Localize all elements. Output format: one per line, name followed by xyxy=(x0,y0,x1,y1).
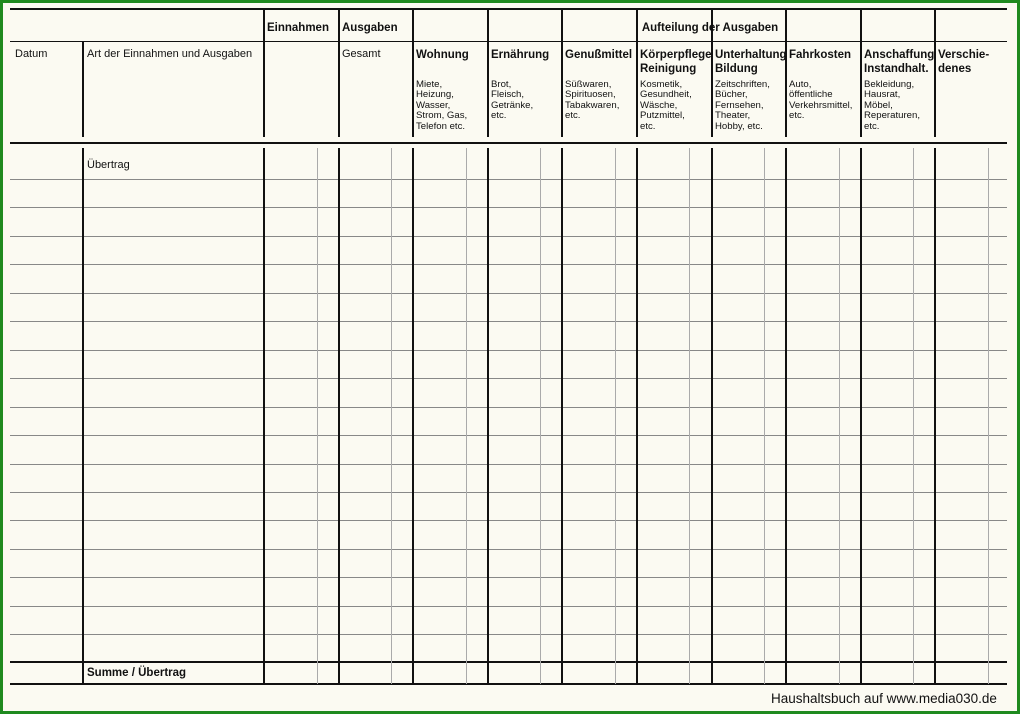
row-line xyxy=(10,464,1007,465)
row-line xyxy=(10,520,1007,521)
cent-divider xyxy=(839,148,840,684)
row-uebertrag: Übertrag xyxy=(87,159,130,171)
category-title: Anschaffung Instandhalt. xyxy=(864,49,935,75)
row-line xyxy=(10,407,1007,408)
row-summe: Summe / Übertrag xyxy=(87,667,187,679)
col-divider-header xyxy=(263,8,265,137)
cent-divider xyxy=(317,148,318,684)
row-line xyxy=(10,179,1007,180)
category-description: Süßwaren, Spirituosen, Tabakwaren, etc. xyxy=(565,79,620,122)
category-title: Körperpflege Reinigung xyxy=(640,49,712,75)
header-ausgaben: Ausgaben xyxy=(342,22,398,34)
category-description: Kosmetik, Gesundheit, Wäsche, Putzmittel, etc. xyxy=(640,79,692,132)
col-divider-body xyxy=(487,148,489,684)
col-divider-body xyxy=(711,148,713,684)
row-line xyxy=(10,293,1007,294)
row-line xyxy=(10,435,1007,436)
category-title: Verschie- denes xyxy=(938,49,990,75)
col-divider-header xyxy=(338,8,340,137)
category-description: Miete, Heizung, Wasser, Strom, Gas, Telefon etc. xyxy=(416,79,468,132)
cent-divider xyxy=(466,148,467,684)
header-art: Art der Einnahmen und Ausgaben xyxy=(87,48,253,60)
col-divider-body xyxy=(561,148,563,684)
category-title: Ernährung xyxy=(491,49,550,61)
row-line xyxy=(10,207,1007,208)
row-line xyxy=(10,378,1007,379)
category-description: Brot, Fleisch, Getränke, etc. xyxy=(491,79,534,122)
header-datum: Datum xyxy=(15,48,48,60)
row-line xyxy=(10,350,1007,351)
row-line xyxy=(10,634,1007,635)
cent-divider xyxy=(913,148,914,684)
header-gesamt: Gesamt xyxy=(342,48,381,60)
row-line xyxy=(10,492,1007,493)
category-title: Fahrkosten xyxy=(789,49,851,61)
col-divider-body xyxy=(412,148,414,684)
category-title: Unterhaltung Bildung xyxy=(715,49,787,75)
row-line xyxy=(10,321,1007,322)
row-line xyxy=(10,549,1007,550)
rule-subheader xyxy=(10,41,1007,42)
cent-divider xyxy=(764,148,765,684)
rule-top xyxy=(10,8,1007,10)
col-divider-body xyxy=(636,148,638,684)
rule-bottom xyxy=(10,683,1007,685)
budget-sheet xyxy=(3,3,1017,711)
col-divider-body xyxy=(82,148,84,684)
header-aufteilung: Aufteilung der Ausgaben xyxy=(641,22,779,34)
rule-sum xyxy=(10,661,1007,663)
row-line xyxy=(10,264,1007,265)
row-line xyxy=(10,606,1007,607)
category-description: Auto, öffentliche Verkehrsmittel, etc. xyxy=(789,79,853,122)
header-einnahmen: Einnahmen xyxy=(267,22,329,34)
col-divider-body xyxy=(338,148,340,684)
row-line xyxy=(10,577,1007,578)
cent-divider xyxy=(391,148,392,684)
category-description: Zeitschriften, Bücher, Fernsehen, Theater, Hobby, etc. xyxy=(715,79,770,132)
category-title: Wohnung xyxy=(416,49,469,61)
cent-divider xyxy=(988,148,989,684)
footer-credit: Haushaltsbuch auf www.media030.de xyxy=(771,691,997,706)
cent-divider xyxy=(689,148,690,684)
category-description: Bekleidung, Hausrat, Möbel, Reperaturen, etc. xyxy=(864,79,920,132)
col-divider-body xyxy=(263,148,265,684)
rule-header-bottom xyxy=(10,142,1007,144)
category-title: Genußmittel xyxy=(565,49,633,61)
col-divider-body xyxy=(785,148,787,684)
row-line xyxy=(10,236,1007,237)
cent-divider xyxy=(540,148,541,684)
col-divider-header xyxy=(82,41,84,137)
col-divider-body xyxy=(934,148,936,684)
cent-divider xyxy=(615,148,616,684)
col-divider-body xyxy=(860,148,862,684)
